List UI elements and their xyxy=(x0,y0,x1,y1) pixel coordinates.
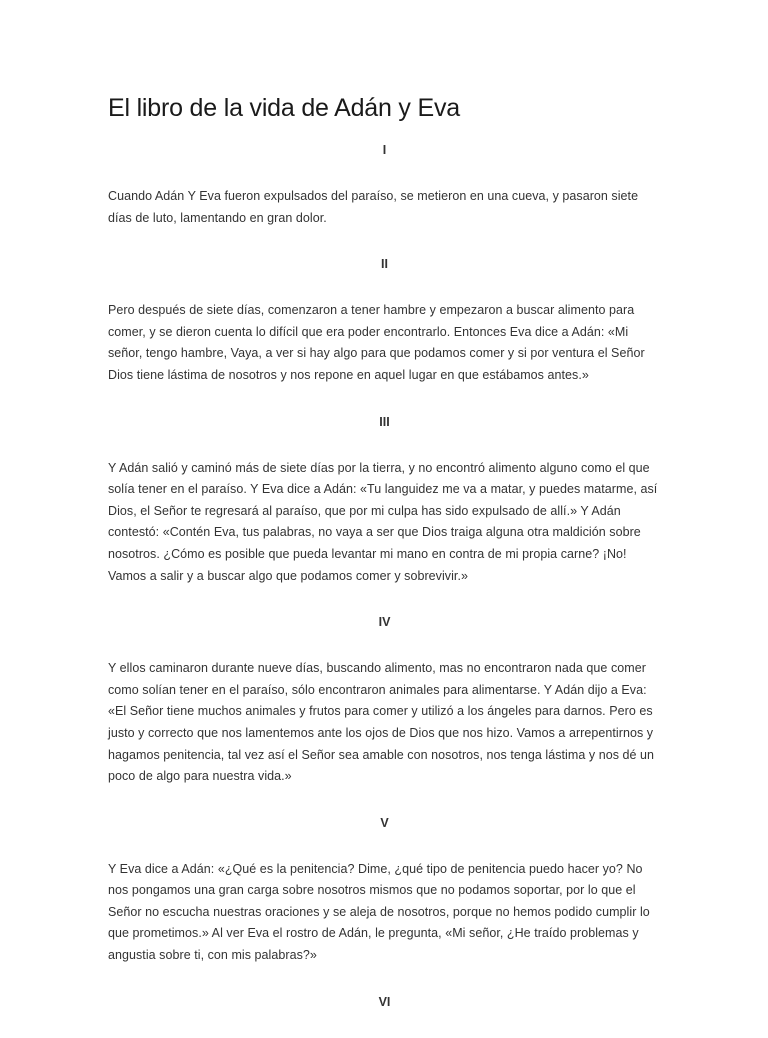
section-heading-1: I xyxy=(382,143,387,157)
document-page xyxy=(108,90,661,1038)
section-heading-4: IV xyxy=(378,615,391,630)
section-paragraph-1: Cuando Adán Y Eva fueron expulsados del paraíso, se metieron en una cueva, y pasaron siete días de luto, lamentando en gran dolor. xyxy=(108,189,639,225)
section-heading-2: II xyxy=(381,257,388,272)
section-heading-5: V xyxy=(380,815,389,830)
section-paragraph-3: Y Adán salió y caminó más de siete días por la tierra, y no encontró alimento alguno como el que solía tener en el paraíso. Y Eva dice a Adán: «Tu languidez me va a matar, y puedes matarme, así Dios, el Señor te regresará al paraíso, que por mi culpa has sido expulsado de allí.» Y Adán contestó: «Contén Eva, tus palabras, no vaya a ser que Dios traiga alguna otra maldición sobre nosotros. ¿Cómo es posible que pueda levantar mi mano en contra de mi propia carne? ¡No! Vamos a salir y a buscar algo que podamos comer y sobrevivir.» xyxy=(108,460,658,583)
section-paragraph-2: Pero después de siete días, comenzaron a tener hambre y empezaron a buscar alimento para comer, y se dieron cuenta lo difícil que era poder encontrarlo. Entonces Eva dice a Adán: «Mi señor, tengo hambre, Vaya, a ver si hay algo para que podamos comer y si por ventura el Señor Dios tiene lástima de nosotros y nos repone en aquel lugar en que estábamos antes.» xyxy=(108,303,645,382)
section-heading-3: III xyxy=(379,414,390,429)
document-title: El libro de la vida de Adán y Eva xyxy=(108,94,460,122)
section-heading-6: VI xyxy=(378,994,391,1009)
section-paragraph-4: Y ellos caminaron durante nueve días, buscando alimento, mas no encontraron nada que comer como solían tener en el paraíso, sólo encontraron animales para alimentarse. Y Adán dijo a Eva: «El Señor tiene muchos animales y frutos para comer y utilizó a los ángeles para darnos. Pero es justo y correcto que nos lamentemos ante los ojos de Dios que nos hizo. Vamos a arrepentirnos y hagamos penitencia, tal vez así el Señor sea amable con nosotros, nos tenga lástima y nos dé un poco de algo para nuestra vida.» xyxy=(108,661,655,784)
section-paragraph-5: Y Eva dice a Adán: «¿Qué es la penitencia? Dime, ¿qué tipo de penitencia puedo hacer yo? No nos pongamos una gran carga sobre nosotros mismos que no podamos soportar, por lo que el Señor no escucha nuestras oraciones y se aleja de nosotros, porque no hemos podido cumplir lo que prometimos.» Al ver Eva el rostro de Adán, le pregunta, «Mi señor, ¿He traído problemas y angustia sobre ti, con mis palabras?» xyxy=(108,861,650,963)
